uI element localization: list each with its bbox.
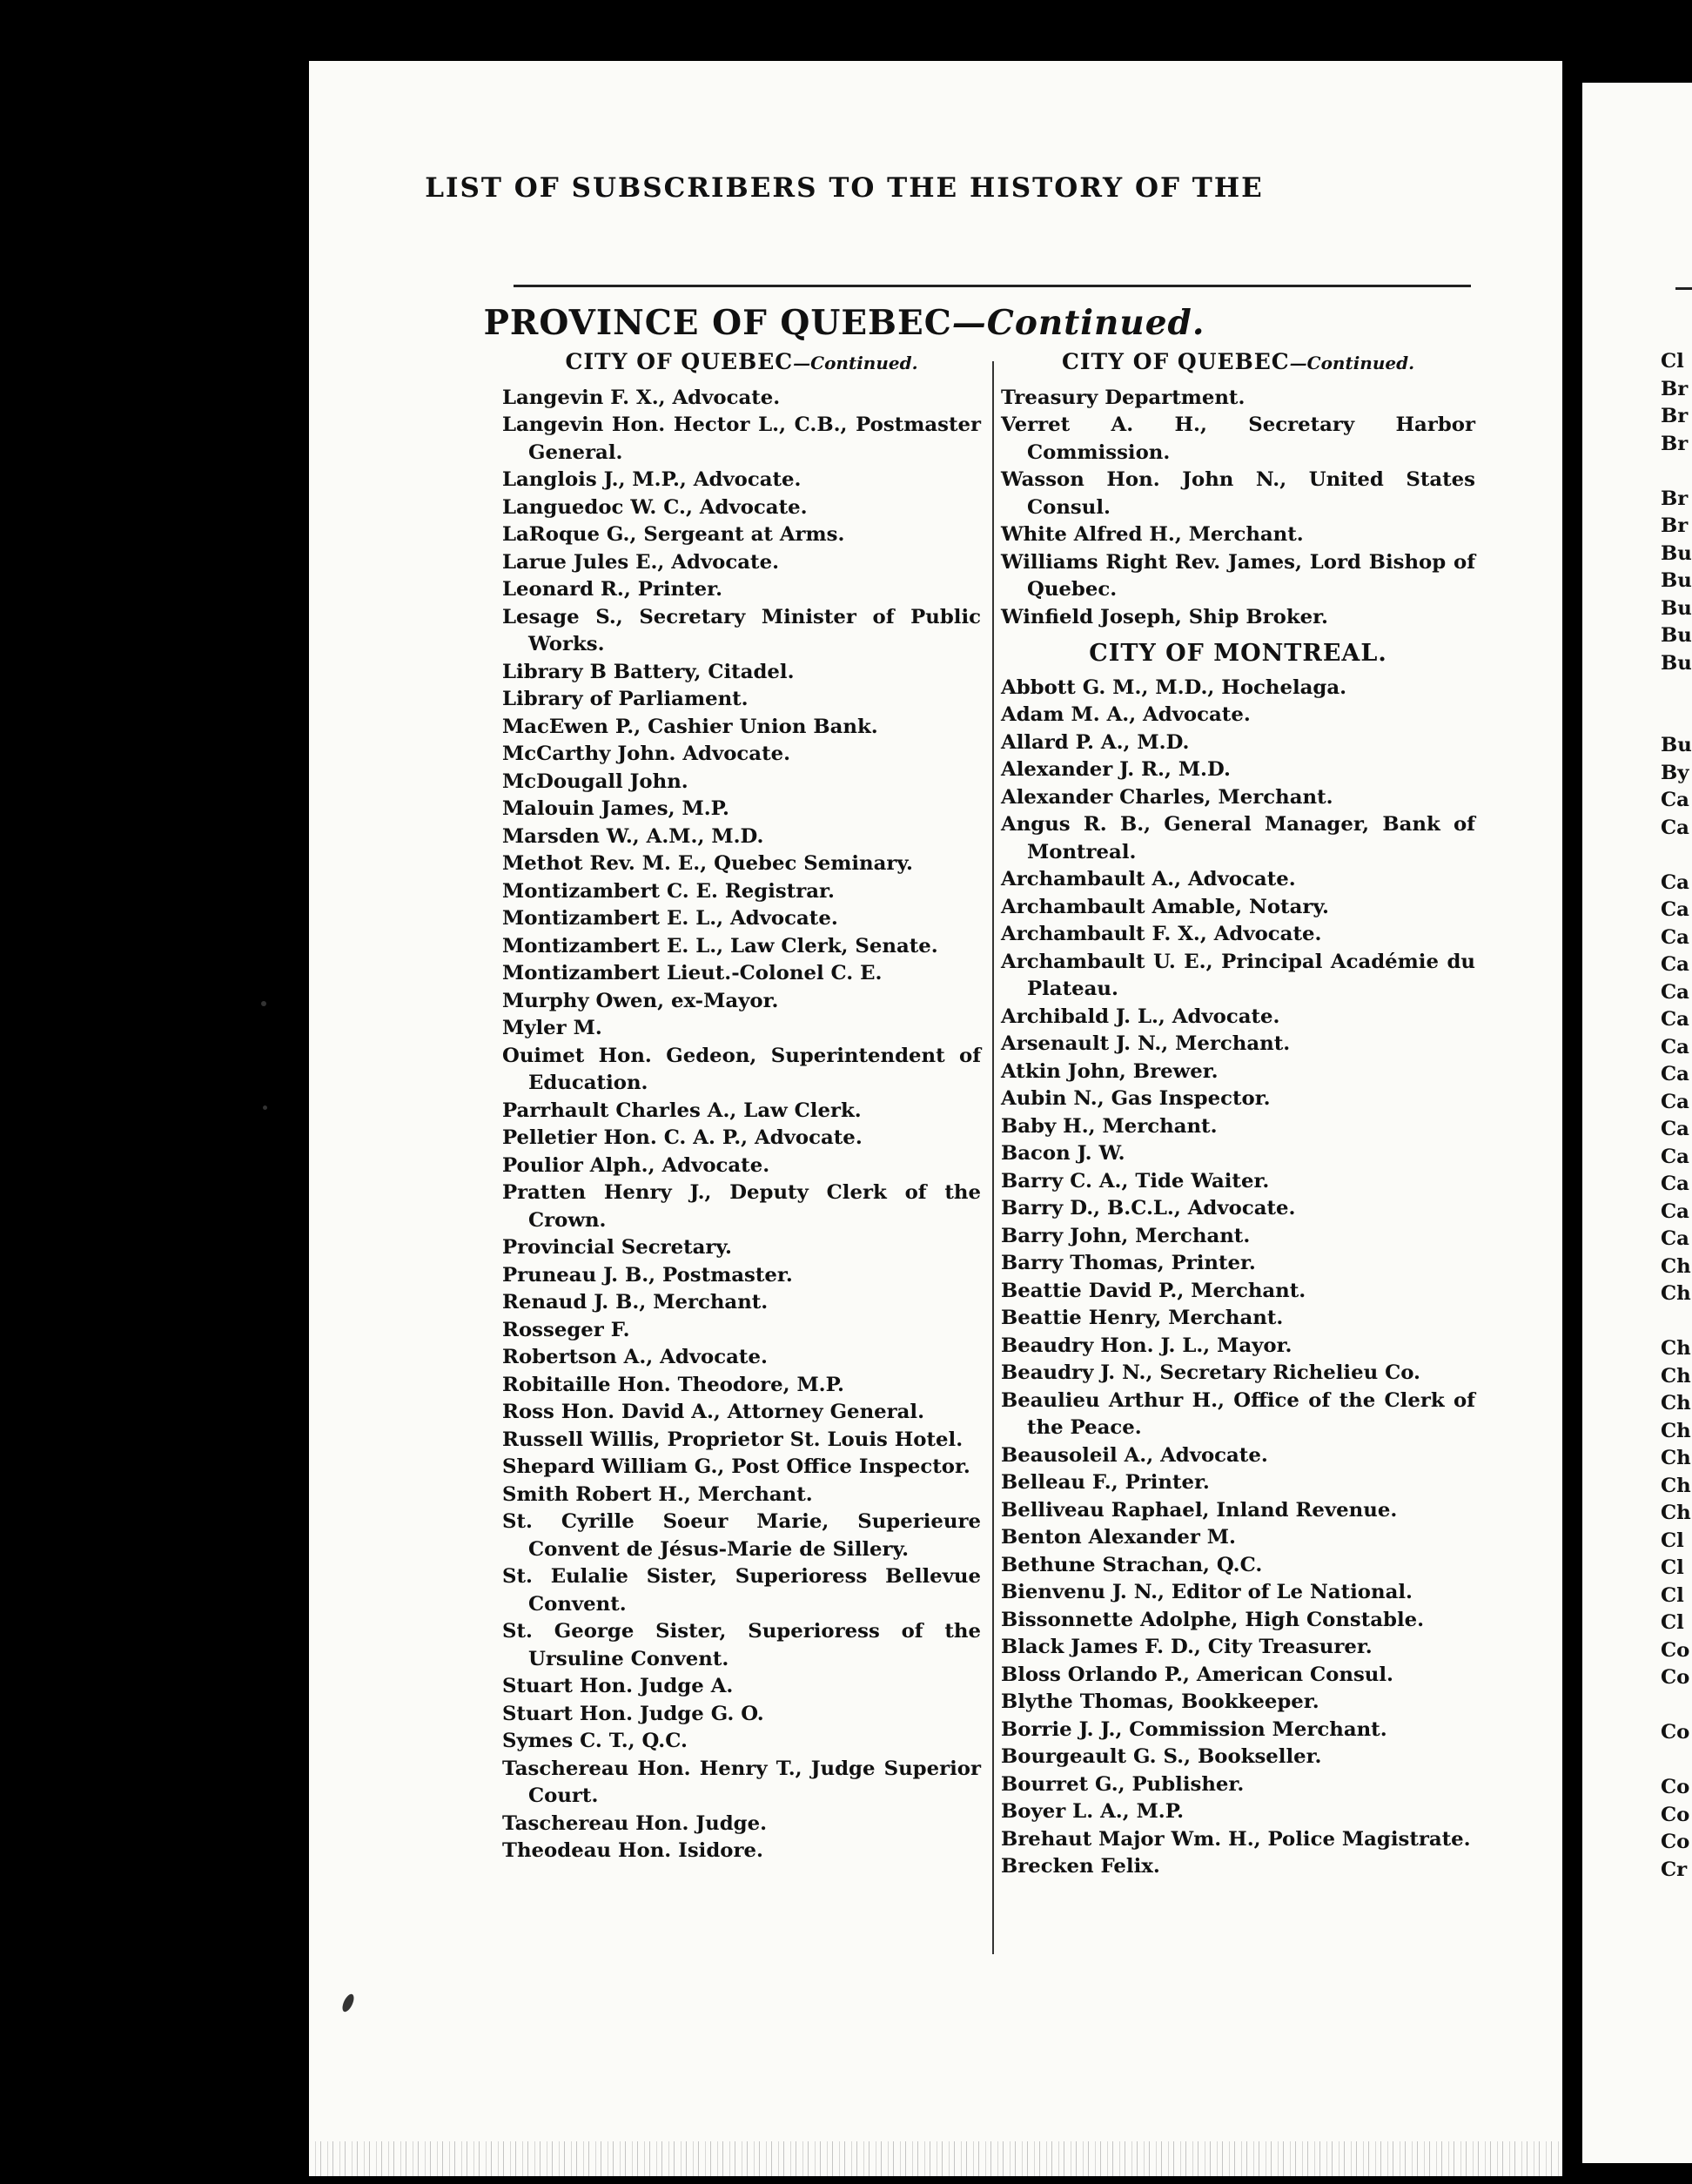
facing-page-fragment: Br [1661,405,1689,427]
facing-page-fragment: Ch [1661,1392,1691,1415]
subscriber-entry: Benton Alexander M. [1001,1526,1236,1549]
subscriber-entry: Beattie Henry, Merchant. [1001,1307,1284,1329]
subscriber-entry: Renaud J. B., Merchant. [502,1291,769,1314]
facing-page-fragment: Co [1661,1803,1690,1826]
subscriber-entry: Taschereau Hon. Judge. [502,1811,768,1835]
ink-speck [263,1105,267,1110]
facing-page-fragment: Ch [1661,1419,1691,1442]
city-heading: CITY OF QUEBEC [1061,349,1290,374]
facing-header-rule [1675,287,1692,290]
subscriber-entry: Beattie David P., Merchant. [1001,1279,1306,1302]
subscriber-entry: Archambault Amable, Notary. [1001,895,1329,918]
subscriber-entry: Belliveau Raphael, Inland Revenue. [1001,1498,1398,1522]
subscriber-entry: Barry John, Merchant. [1001,1224,1251,1247]
subscriber-entry: Archambault U. E., Principal Académie du Plateau. [1001,950,1475,1000]
subscriber-entry: Wasson Hon. John N., United States Consul. [1001,468,1475,519]
subscriber-entry: Leonard R., Printer. [502,578,723,601]
subscriber-entry: Shepard William G., Post Office Inspector. [502,1455,970,1478]
subscriber-entry: Arsenault J. N., Merchant. [1001,1032,1291,1055]
subscriber-entry: Bloss Orlando P., American Consul. [1001,1663,1393,1686]
subscriber-entry: McDougall John. [502,769,688,793]
ink-speck [261,1001,266,1006]
subscriber-entry: Abbott G. M., M.D., Hochelaga. [1001,675,1347,699]
subscriber-entry: Montizambert Lieut.-Colonel C. E. [502,962,883,984]
subscriber-entry: Borrie J. J., Commission Merchant. [1001,1717,1387,1741]
subscriber-entry: Alexander Charles, Merchant. [1001,785,1333,809]
facing-page-fragment: Co [1661,1831,1690,1853]
subscriber-entry: McCarthy John. Advocate. [502,743,791,765]
facing-page-fragment: Cr [1661,1858,1688,1881]
subscriber-entry: Malouin James, M.P. [502,797,729,820]
subscriber-entry: Montizambert E. L., Law Clerk, Senate. [502,934,938,958]
subscriber-entry: St. George Sister, Superioress of the Ursuline Convent. [502,1620,981,1670]
facing-page-fragment: Ca [1661,1173,1689,1195]
subscriber-entry: Beaulieu Arthur H., Office of the Clerk of the Peace. [1001,1388,1475,1439]
subscriber-entry: Bacon J. W. [1001,1142,1125,1165]
facing-page-fragment: Br [1661,377,1689,400]
middle-column [1001,348,1475,1881]
subscriber-entry: Stuart Hon. Judge G. O. [502,1702,764,1725]
subscriber-entry: Bourret G., Publisher. [1001,1772,1245,1796]
province-name: PROVINCE OF QUEBEC [483,303,952,343]
subscriber-entry: Barry Thomas, Printer. [1001,1252,1256,1274]
subscriber-entry: Taschereau Hon. Henry T., Judge Superior Court. [502,1757,981,1807]
facing-page-fragment: Ca [1661,870,1689,894]
subscriber-entry: Bourgeault G. S., Bookseller. [1001,1745,1322,1768]
left-entries-list [502,385,981,1865]
subscriber-entry: Robitaille Hon. Theodore, M.P. [502,1373,844,1396]
subscriber-entry: St. Cyrille Soeur Marie, Superieure Convent de Jésus-Marie de Sillery. [502,1510,981,1561]
subscriber-entry: Treasury Department. [1001,386,1246,409]
facing-page-fragment: Ch [1661,1474,1691,1497]
facing-page-fragment: Bu [1661,624,1692,647]
facing-page-fragment: Bu [1661,651,1692,675]
facing-page-fragment: Ca [1661,1118,1689,1140]
facing-page-fragment: Br [1661,432,1689,455]
facing-page-fragment [1661,677,1692,705]
facing-page-fragment [1661,1747,1692,1775]
facing-page-fragment: Ca [1661,1090,1689,1113]
subscriber-entry: Rosseger F. [502,1318,630,1341]
subscriber-entry: LaRoque G., Sergeant at Arms. [502,523,845,546]
facing-page-fragment: Ch [1661,1364,1691,1388]
subscriber-entry: Larue Jules E., Advocate. [502,550,780,574]
subscriber-entry: Pelletier Hon. C. A. P., Advocate. [502,1126,863,1149]
subscriber-entry: Poulior Alph., Advocate. [502,1153,770,1177]
subscriber-entry: Black James F. D., City Treasurer. [1001,1636,1373,1658]
left-column-heading [502,348,981,378]
subscriber-entry: Bissonnette Adolphe, High Constable. [1001,1608,1425,1631]
facing-page-fragment [1661,842,1692,870]
facing-page-fragment: Co [1661,1721,1690,1744]
subscriber-entry: Allard P. A., M.D. [1001,730,1190,754]
subscriber-entry: Marsden W., A.M., M.D. [502,824,764,848]
facing-page-fragment [1661,1308,1692,1336]
middle-column-heading [1001,348,1475,378]
left-column [502,348,981,1865]
facing-page-fragment: Ca [1661,1200,1689,1223]
subscriber-entry: Langevin Hon. Hector L., C.B., Postmaster General. [502,413,981,464]
subscriber-entry: Beaudry Hon. J. L., Mayor. [1001,1334,1292,1357]
subscriber-entry: Beausoleil A., Advocate. [1001,1443,1268,1467]
facing-page-fragment: Ca [1661,953,1689,976]
facing-page-fragment: Bu [1661,569,1692,592]
subscriber-entry: St. Eulalie Sister, Superioress Bellevue Convent. [502,1565,981,1616]
subscriber-entry: Aubin N., Gas Inspector. [1001,1087,1271,1110]
subscriber-entry: Winfield Joseph, Ship Broker. [1001,605,1328,628]
facing-page-fragment: Ca [1661,925,1689,949]
facing-page-fragment: Ch [1661,1282,1691,1305]
facing-page-fragment: Cl [1661,1556,1684,1579]
facing-page-fragment: Cl [1661,350,1684,373]
subscriber-entry: Langlois J., M.P., Advocate. [502,468,802,491]
subscriber-entry: Archibald J. L., Advocate. [1001,1005,1280,1028]
subscriber-entry: Montizambert C. E. Registrar. [502,879,835,903]
subscriber-entry: Atkin John, Brewer. [1001,1059,1219,1083]
city-heading-continued: —Continued. [793,353,918,373]
subscriber-entry: Adam M. A., Advocate. [1001,703,1251,726]
subscriber-entry: Williams Right Rev. James, Lord Bishop of Quebec. [1001,550,1475,601]
facing-page-fragment: Ca [1661,1227,1689,1250]
subscriber-entry: Barry D., B.C.L., Advocate. [1001,1197,1296,1220]
facing-page-column [1661,348,1692,1884]
facing-page-fragment: Br [1661,487,1689,510]
subscriber-entry: Stuart Hon. Judge A. [502,1675,734,1697]
subscriber-entry: Archambault A., Advocate. [1001,868,1296,890]
facing-page-fragment: Ca [1661,898,1689,921]
subscriber-entry: Brecken Felix. [1001,1855,1160,1878]
province-continued: —Continued. [951,303,1205,343]
subscriber-entry: Verret A. H., Secretary Harbor Commission. [1001,413,1475,464]
subscriber-entry: Library of Parliament. [502,688,749,710]
subscriber-entry: Russell Willis, Proprietor St. Louis Hotel. [502,1428,964,1451]
facing-page-fragment: Cl [1661,1529,1684,1552]
facing-page-fragment: Bu [1661,541,1692,565]
subscriber-entry: Bienvenu J. N., Editor of Le National. [1001,1581,1413,1603]
subscriber-entry: Blythe Thomas, Bookkeeper. [1001,1690,1319,1713]
subscriber-entry: Smith Robert H., Merchant. [502,1482,813,1506]
subscriber-entry: Barry C. A., Tide Waiter. [1001,1169,1270,1193]
subscriber-entry: Brehaut Major Wm. H., Police Magistrate. [1001,1827,1471,1851]
subscriber-entry: Alexander J. R., M.D. [1001,758,1231,781]
page-header: LIST OF SUBSCRIBERS TO THE HISTORY OF THE [425,172,1264,204]
subscriber-entry: Languedoc W. C., Advocate. [502,495,808,519]
subscriber-entry: Pratten Henry J., Deputy Clerk of the Crown. [502,1181,981,1232]
subscriber-entry: Methot Rev. M. E., Quebec Seminary. [502,852,913,875]
subscriber-entry: MacEwen P., Cashier Union Bank. [502,715,878,738]
page-edge-grain [309,2141,1562,2176]
quebec-entries-list [1001,385,1475,632]
subscriber-entry: Bethune Strachan, Q.C. [1001,1553,1263,1576]
facing-page-fragment: Ca [1661,1035,1689,1058]
province-title [348,303,1340,343]
subscriber-entry: Baby H., Merchant. [1001,1114,1218,1138]
facing-page-fragment: Ca [1661,1063,1689,1085]
facing-page-fragment: Ca [1661,1145,1689,1168]
facing-page-fragment [1661,705,1692,733]
subscriber-entry: Theodeau Hon. Isidore. [502,1839,763,1862]
city-heading: CITY OF QUEBEC [565,349,794,374]
subscriber-entry: Langevin F. X., Advocate. [502,386,781,409]
facing-page-fragment: Ca [1661,816,1689,839]
facing-page-fragment: By [1661,761,1689,784]
subscriber-entry: Belleau F., Printer. [1001,1471,1210,1494]
facing-page-fragment: Ch [1661,1254,1691,1278]
montreal-heading: CITY OF MONTREAL. [1089,640,1387,667]
subscriber-entry: White Alfred H., Merchant. [1001,523,1304,546]
subscriber-entry: Ouimet Hon. Gedeon, Superintendent of Education. [502,1044,981,1094]
facing-page-fragment: Ch [1661,1447,1691,1469]
facing-page-fragment: Co [1661,1666,1690,1689]
facing-page-fragment: Cl [1661,1583,1684,1607]
subscriber-entry: Parrhault Charles A., Law Clerk. [502,1099,862,1122]
subscriber-entry: Beaudry J. N., Secretary Richelieu Co. [1001,1361,1420,1384]
subscriber-entry: Montizambert E. L., Advocate. [502,907,838,930]
facing-page-fragment: Cl [1661,1611,1684,1634]
facing-page-fragment [1661,458,1692,486]
facing-page-fragment: Co [1661,1638,1690,1662]
subscriber-entry: Boyer L. A., M.P. [1001,1800,1185,1823]
subscriber-entry: Archambault F. X., Advocate. [1001,923,1322,945]
subscriber-entry: Pruneau J. B., Postmaster. [502,1263,793,1287]
subscriber-entry: Provincial Secretary. [502,1236,732,1259]
subscriber-entry: Myler M. [502,1017,602,1039]
subscriber-entry: Lesage S., Secretary Minister of Public Works. [502,605,981,655]
montreal-entries-list [1001,675,1475,1881]
subscriber-entry: Symes C. T., Q.C. [502,1730,688,1752]
facing-page-fragment: Ca [1661,980,1689,1004]
subscriber-entry: Murphy Owen, ex-Mayor. [502,989,779,1012]
facing-page-fragment: Ca [1661,1008,1689,1031]
subscriber-entry: Ross Hon. David A., Attorney General. [502,1401,925,1423]
city-heading-continued: —Continued. [1289,353,1415,373]
subscriber-entry: Robertson A., Advocate. [502,1346,768,1368]
facing-page-fragment: Bu [1661,596,1692,620]
facing-page-fragment [1661,1692,1692,1720]
facing-page-fragment: Ch [1661,1502,1691,1524]
facing-page-fragment: Ca [1661,789,1689,811]
facing-page-fragment: Bu [1661,734,1692,756]
facing-page-fragment: Co [1661,1776,1690,1798]
column-separator [992,361,994,1954]
header-rule [514,285,1471,287]
subscriber-entry: Library B Battery, Citadel. [502,660,795,683]
facing-page-fragment: Br [1661,514,1689,537]
facing-page-fragment: Ch [1661,1337,1691,1360]
subscriber-entry: Angus R. B., General Manager, Bank of Montreal. [1001,813,1475,864]
